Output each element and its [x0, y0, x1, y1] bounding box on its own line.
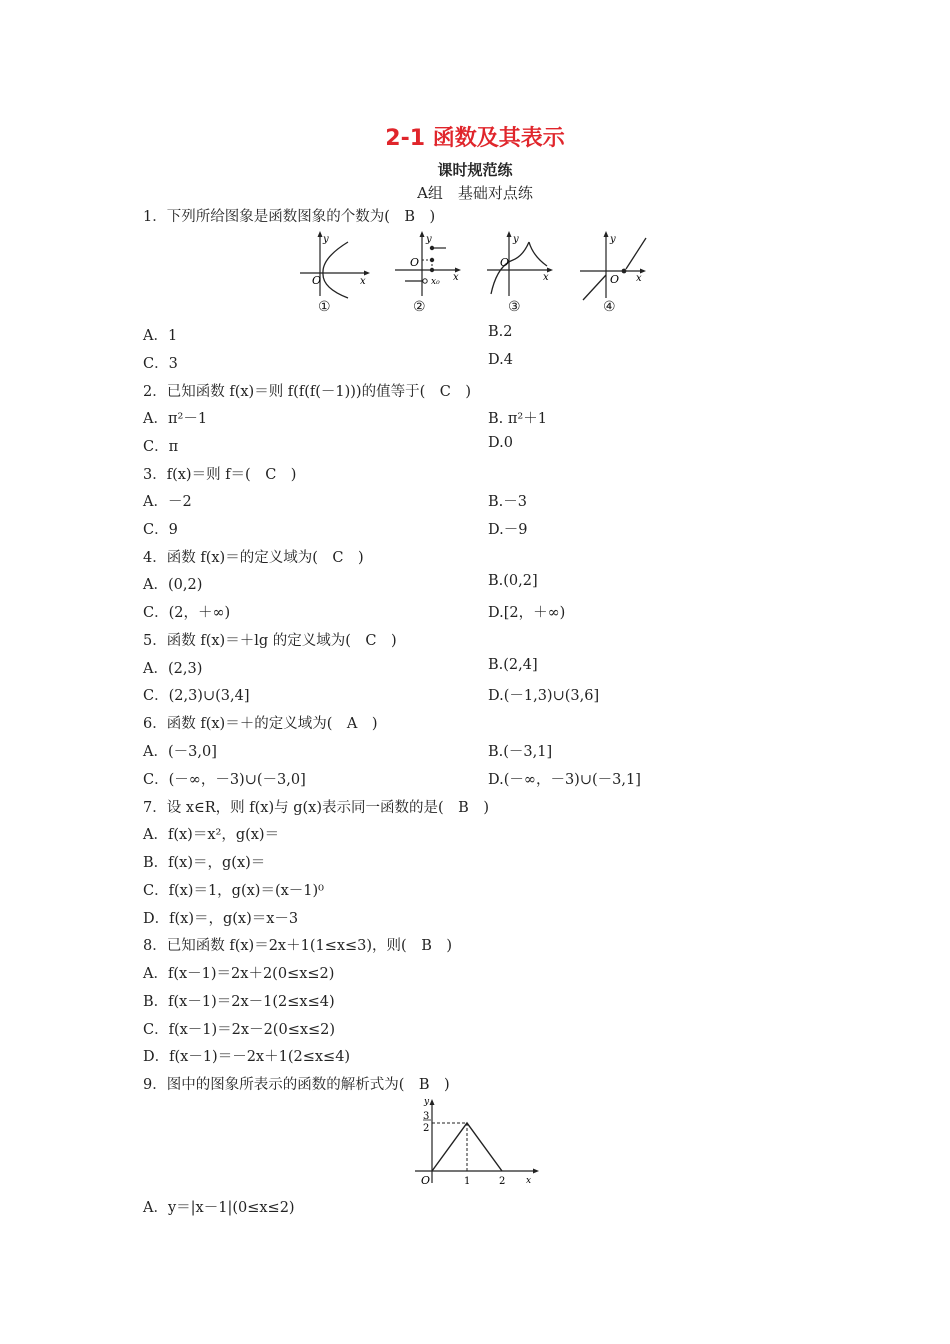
q6-option-b: B.(－3,1] [488, 744, 553, 760]
q3-option-b: B.－3 [488, 494, 527, 510]
q6-option-a: A．(－3,0] [143, 744, 217, 760]
q4-option-a: A．(0,2) [143, 577, 203, 593]
graph-1 [300, 228, 375, 302]
q2-option-c: C．π [143, 439, 179, 455]
page-title: 2-1 函数及其表示 [385, 126, 565, 151]
q5-option-b: B.(2,4] [488, 657, 538, 673]
graph-1-origin-label: O [312, 274, 322, 287]
q5-option-d: D.(－1,3)∪(3,6] [488, 688, 600, 704]
q7-option-d: D．f(x)＝，g(x)＝x－3 [143, 911, 299, 927]
question-1-stem: 1．下列所给图象是函数图象的个数为( B ) [143, 209, 436, 225]
q7-option-c: C．f(x)＝1，g(x)＝(x－1)⁰ [143, 883, 324, 899]
q7-option-b: B．f(x)＝，g(x)＝ [143, 855, 266, 871]
q6-option-d: D.(－∞，－3)∪(－3,1] [488, 772, 641, 788]
q4-option-b: B.(0,2] [488, 573, 538, 589]
graph-3 [487, 228, 557, 302]
q1-option-a: A．1 [143, 328, 178, 344]
graph-2-x-label: x [453, 272, 459, 283]
graph-4-x-label: x [636, 273, 642, 284]
graph-2-label: ② [413, 299, 426, 315]
q1-option-d: D.4 [488, 352, 513, 368]
graph-3-x-label: x [543, 272, 549, 283]
q7-option-a: A．f(x)＝x²，g(x)＝ [143, 827, 280, 843]
graph-9-y-label: y [424, 1097, 430, 1107]
q2-option-a: A．π²－1 [143, 411, 208, 427]
question-7-stem: 7．设 x∈R，则 f(x)与 g(x)表示同一函数的是( B ) [143, 800, 489, 816]
q6-option-c: C．(－∞，－3)∪(－3,0] [143, 772, 306, 788]
question-4-stem: 4．函数 f(x)＝的定义域为( C ) [143, 550, 364, 566]
q5-option-c: C．(2,3)∪(3,4] [143, 688, 250, 704]
graph-1-y-label: y [323, 234, 329, 245]
q2-option-b: B. π²＋1 [488, 411, 547, 427]
question-2-stem: 2．已知函数 f(x)＝则 f(f(f(－1)))的值等于( C ) [143, 384, 471, 400]
graph-9-origin-label: O [421, 1174, 431, 1187]
q9-option-a: A．y＝|x－1|(0≤x≤2) [143, 1200, 295, 1216]
graph-2-x0-label: x₀ [431, 277, 440, 287]
q8-option-d: D．f(x－1)＝－2x＋1(2≤x≤4) [143, 1049, 351, 1065]
graph-4-y-label: y [610, 234, 616, 245]
graph-4-origin-label: O [610, 273, 620, 286]
graph-9-x-tick-2: 2 [499, 1176, 506, 1187]
graph-9-x-tick-1: 1 [464, 1176, 471, 1187]
question-8-stem: 8．已知函数 f(x)＝2x＋1(1≤x≤3)，则( B ) [143, 938, 453, 954]
graph-2 [395, 228, 465, 302]
graph-2-origin-label: O [410, 256, 420, 269]
q1-option-b: B.2 [488, 324, 513, 340]
graph-2-y-label: y [426, 234, 432, 245]
question-5-stem: 5．函数 f(x)＝＋lg 的定义域为( C ) [143, 633, 397, 649]
graph-9-y-tick-3: 3 [423, 1111, 430, 1122]
graph-3-label: ③ [508, 299, 521, 315]
graph-3-y-label: y [513, 234, 519, 245]
graph-9-x-label: x [526, 1176, 532, 1186]
q3-option-a: A．－2 [143, 494, 192, 510]
graph-1-x-label: x [360, 276, 366, 287]
group-heading: A组 基础对点练 [417, 184, 533, 202]
question-3-stem: 3．f(x)＝则 f＝( C ) [143, 467, 297, 483]
q1-option-c: C．3 [143, 356, 178, 372]
graph-3-origin-label: O [500, 256, 510, 269]
graph-9-y-tick-2: 2 [423, 1123, 430, 1134]
question-6-stem: 6．函数 f(x)＝＋的定义域为( A ) [143, 716, 378, 732]
graph-9 [410, 1095, 545, 1194]
graph-4 [580, 228, 652, 304]
q8-option-b: B．f(x－1)＝2x－1(2≤x≤4) [143, 994, 335, 1010]
q8-option-c: C．f(x－1)＝2x－2(0≤x≤2) [143, 1022, 336, 1038]
q5-option-a: A．(2,3) [143, 661, 203, 677]
graph-1-label: ① [318, 299, 331, 315]
q4-option-c: C．(2，＋∞) [143, 605, 231, 621]
q4-option-d: D.[2，＋∞) [488, 605, 566, 621]
q3-option-c: C．9 [143, 522, 178, 538]
q2-option-d: D.0 [488, 435, 513, 451]
graph-4-label: ④ [603, 299, 616, 315]
q8-option-a: A．f(x－1)＝2x＋2(0≤x≤2) [143, 966, 335, 982]
section-subtitle: 课时规范练 [437, 161, 513, 179]
question-9-stem: 9．图中的图象所表示的函数的解析式为( B ) [143, 1077, 450, 1093]
q3-option-d: D.－9 [488, 522, 528, 538]
